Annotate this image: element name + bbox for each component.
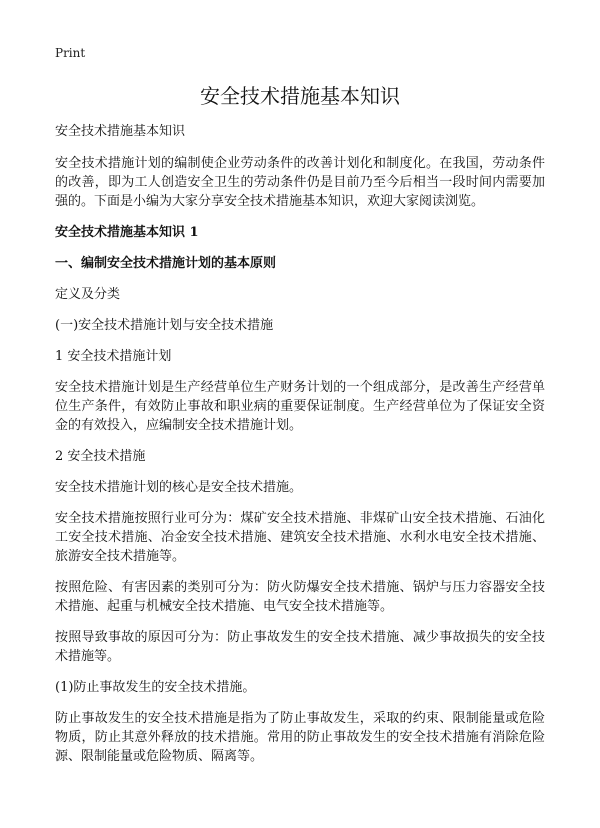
subtitle-paragraph: 安全技术措施基本知识 (55, 124, 186, 139)
paragraph: 安全技术措施计划是生产经营单位生产财务计划的一个组成部分，是改善生产经营单位生产条件，有效防止事故和职业病的重要保证制度。生产经营单位为了保证安全资金的有效投入，应编制安全技术措施计划。 (55, 380, 545, 433)
subsection-heading: 一、编制安全技术措施计划的基本原则 (55, 256, 277, 271)
paragraph: 定义及分类 (55, 287, 121, 302)
paragraph: (一)安全技术措施计划与安全技术措施 (55, 318, 274, 333)
paragraph: 按照导致事故的原因可分为：防止事故发生的安全技术措施、减少事故损失的安全技术措施等。 (55, 630, 545, 664)
section-heading: 安全技术措施基本知识 1 (55, 225, 199, 240)
paragraph: 安全技术措施计划的核心是安全技术措施。 (55, 480, 303, 495)
document-body (55, 122, 545, 778)
intro-paragraph: 安全技术措施计划的编制使企业劳动条件的改善计划化和制度化。在我国，劳动条件的改善，即为工人创造安全卫生的劳动条件仍是目前乃至今后相当一段时间内需要加强的。下面是小编为大家分享安全技术措施基本知识，欢迎大家阅读浏览。 (55, 156, 545, 209)
paragraph: (1)防止事故发生的安全技术措施。 (55, 680, 256, 695)
paragraph: 防止事故发生的安全技术措施是指为了防止事故发生，采取的约束、限制能量或危险物质，防止其意外释放的技术措施。常用的防止事故发生的安全技术措施有消除危险源、限制能量或危险物质、隔离等。 (55, 711, 545, 764)
paragraph: 安全技术措施按照行业可分为：煤矿安全技术措施、非煤矿山安全技术措施、石油化工安全技术措施、冶金安全技术措施、建筑安全技术措施、水利水电安全技术措施、旅游安全技术措施等。 (55, 511, 545, 564)
page-title: 安全技术措施基本知识 (200, 84, 400, 108)
paragraph: 按照危险、有害因素的类别可分为：防火防爆安全技术措施、锅炉与压力容器安全技术措施、起重与机械安全技术措施、电气安全技术措施等。 (55, 580, 545, 614)
paragraph: 1 安全技术措施计划 (55, 349, 172, 364)
paragraph: 2 安全技术措施 (55, 449, 146, 464)
print-link[interactable]: Print (55, 46, 86, 60)
